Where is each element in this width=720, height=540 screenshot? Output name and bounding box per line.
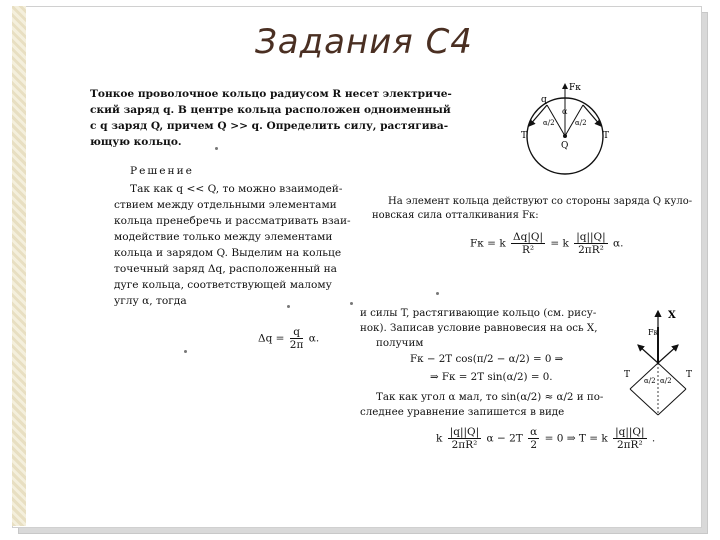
fk-formula-den2: 2πR²	[578, 244, 604, 256]
scan-dot	[436, 292, 439, 295]
ring-label-T-right: T	[603, 131, 610, 141]
problem-line-3: с q заряд Q, причем Q >> q. Определить силу, растягива-	[90, 120, 449, 132]
fk-formula-fraction-1	[511, 231, 545, 256]
solution-line-1: Так как q << Q, то можно взаимодей-	[130, 183, 343, 195]
problem-line-1: Тонкое проволочное кольцо радиусом R несет электриче-	[90, 88, 452, 100]
fk-formula-num2: |q||Q|	[576, 231, 606, 243]
final-formula-b: α − 2T	[486, 432, 523, 445]
final-formula-den3: 2πR²	[616, 439, 643, 451]
dq-formula-den: 2π	[289, 339, 304, 351]
fk-formula-left: Fк = k	[470, 237, 506, 250]
final-formula-den1: 2πR²	[451, 439, 478, 451]
ring-label-alpha-half-right: α/2	[575, 119, 587, 127]
problem-line-2: ский заряд q. В центре кольца расположен одноименный	[90, 104, 451, 116]
dq-formula	[258, 326, 319, 351]
final-formula-den2: 2	[530, 439, 538, 451]
force-label-alpha-half-right: α/2	[660, 377, 672, 385]
diamond-edge-lower-left	[630, 389, 658, 415]
solution-line-5: кольца и зарядом Q. Выделим на кольце	[114, 247, 342, 259]
force-label-T-left: T	[624, 370, 631, 380]
diamond-edge-upper-left	[630, 363, 658, 389]
scan-dot	[287, 305, 290, 308]
dq-formula-num: q	[290, 326, 304, 339]
since-line-1: Так как угол α мал, то sin(α/2) ≈ α/2 и по-	[376, 391, 604, 403]
solution-line-4: модействие только между элементами	[114, 231, 333, 243]
final-formula-a: k	[436, 432, 443, 445]
force-label-x: X	[668, 310, 676, 321]
forces-line-3: получим	[376, 337, 424, 349]
solution-line-7: дуге кольца, соответствующей малому	[114, 279, 332, 291]
forces-line-2: нок). Записав условие равновесия на ось X,	[360, 322, 598, 334]
ring-label-Q: Q	[561, 141, 569, 151]
problem-line-4: ющую кольцо.	[90, 136, 182, 148]
forces-line-1: и силы T, растягивающие кольцо (см. рису-	[360, 307, 597, 319]
dq-formula-fraction	[290, 326, 304, 351]
fk-formula-mid: = k	[550, 237, 569, 250]
solution-heading: Решение	[130, 165, 194, 177]
dq-formula-right: α.	[308, 332, 320, 345]
intro-line-1: На элемент кольца действуют со стороны заряда Q куло-	[388, 196, 693, 207]
central-charge-dot	[563, 134, 567, 138]
ring-label-alpha-half-left: α/2	[543, 119, 555, 127]
solution-line-8: углу α, тогда	[114, 295, 187, 307]
fk-formula-den1: R²	[521, 244, 535, 256]
final-formula-num1: |q||Q|	[449, 426, 480, 438]
since-line-2: следнее уравнение запишется в виде	[360, 406, 565, 418]
ring-figure	[505, 78, 625, 178]
fk-formula-num1: Δq|Q|	[513, 231, 544, 243]
diamond-edge-lower-right	[658, 389, 686, 415]
slide-title: Задания С4	[255, 22, 473, 62]
final-formula-fraction-1	[448, 426, 481, 451]
diamond-edge-upper-right	[658, 363, 686, 389]
final-formula-num3: |q||Q|	[615, 426, 645, 438]
final-formula-d: .	[651, 432, 656, 445]
tension-left-arrow	[638, 345, 658, 363]
fk-formula-fraction-2	[574, 231, 607, 256]
intro-line-2: новская сила отталкивания Fк:	[372, 210, 539, 221]
ring-label-T-left: T	[521, 131, 528, 141]
force-label-alpha-half-left: α/2	[644, 377, 656, 385]
ring-label-fk: Fк	[569, 83, 581, 93]
final-formula-c: = 0 ⇒ T = k	[544, 432, 608, 445]
final-formula-fraction-2	[528, 426, 539, 451]
tension-right-arrow	[658, 345, 678, 363]
scan-dot	[350, 302, 353, 305]
solution-line-2: ствием между отдельными элементами	[114, 199, 337, 211]
dq-formula-left: Δq =	[258, 332, 285, 345]
fk-formula	[470, 231, 623, 256]
force-label-T-right: T	[686, 370, 693, 380]
solution-line-3: кольца пренебречь и рассматривать взаи-	[114, 215, 351, 227]
scan-dot	[184, 350, 187, 353]
equation-2: ⇒ Fк = 2T sin(α/2) = 0.	[430, 371, 553, 383]
final-formula-fraction-3	[613, 426, 646, 451]
solution-line-6: точечный заряд Δq, расположенный на	[114, 263, 338, 275]
scan-dot	[215, 147, 218, 150]
force-figure	[618, 305, 698, 420]
slide-accent-strip	[12, 6, 26, 526]
final-formula-num2: α	[530, 426, 538, 438]
fk-formula-right: α.	[613, 237, 624, 250]
force-label-fk: Fк	[648, 328, 659, 337]
equation-1: Fк − 2T cos(π/2 − α/2) = 0 ⇒	[410, 353, 564, 365]
final-formula	[436, 426, 655, 451]
ring-label-q: q	[541, 95, 547, 105]
ring-label-alpha: α	[562, 107, 568, 116]
